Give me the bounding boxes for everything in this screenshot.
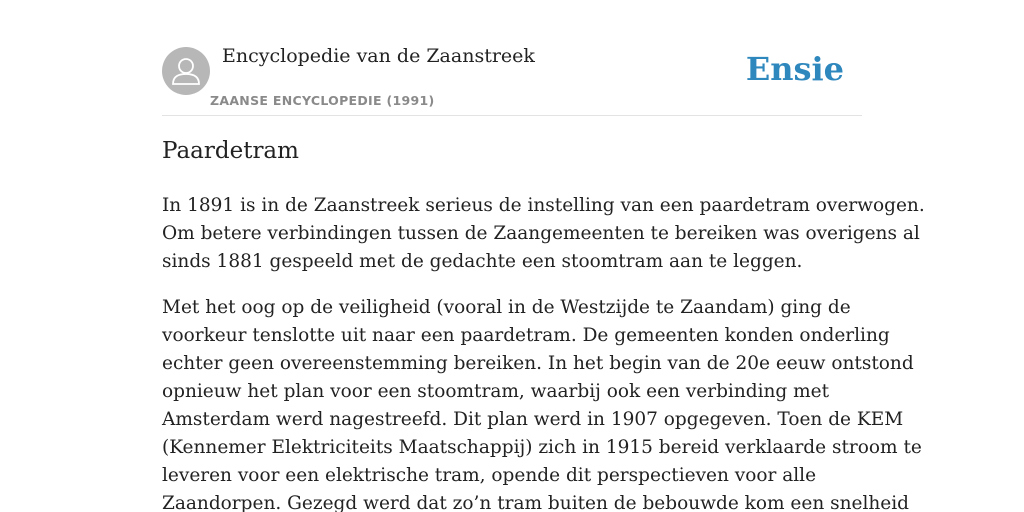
person-silhouette-icon	[162, 47, 210, 95]
text-line: voorkeur tenslotte uit naar een paardetram. De gemeenten konden onderling	[162, 325, 890, 346]
page-container	[162, 0, 925, 512]
article-paragraph	[162, 192, 925, 276]
article-title: Paardetram	[162, 138, 299, 164]
text-line: leveren voor een elektrische tram, opende dit perspectieven voor alle	[162, 465, 817, 486]
text-line: Om betere verbindingen tussen de Zaangemeenten te bereiken was overigens al	[162, 223, 920, 244]
text-line: opnieuw het plan voor een stoomtram, waarbij ook een verbinding met	[162, 381, 830, 402]
text-line: In 1891 is in de Zaanstreek serieus de instelling van een paardetram overwogen.	[162, 195, 925, 216]
article-body	[162, 192, 925, 512]
text-line: (Kennemer Elektriciteits Maatschappij) zich in 1915 bereid verklaarde stroom te	[162, 437, 922, 458]
source-subtitle: ZAANSE ENCYCLOPEDIE (1991)	[210, 93, 435, 108]
user-avatar-icon[interactable]	[162, 47, 210, 95]
text-line: sinds 1881 gespeeld met de gedachte een stoomtram aan te leggen.	[162, 251, 803, 272]
text-line: echter geen overeenstemming bereiken. In het begin van de 20e eeuw ontstond	[162, 353, 914, 374]
source-header	[162, 0, 862, 116]
article-paragraph	[162, 294, 922, 512]
ensie-logo[interactable]: Ensie	[745, 50, 844, 88]
text-line: Zaandorpen. Gezegd werd dat zo’n tram buiten de bebouwde kom een snelheid	[162, 493, 910, 512]
text-line: Met het oog op de veiligheid (vooral in de Westzijde te Zaandam) ging de	[162, 297, 851, 318]
text-line: Amsterdam werd nagestreefd. Dit plan werd in 1907 opgegeven. Toen de KEM	[162, 409, 904, 430]
source-title-link[interactable]: Encyclopedie van de Zaanstreek	[222, 45, 535, 67]
